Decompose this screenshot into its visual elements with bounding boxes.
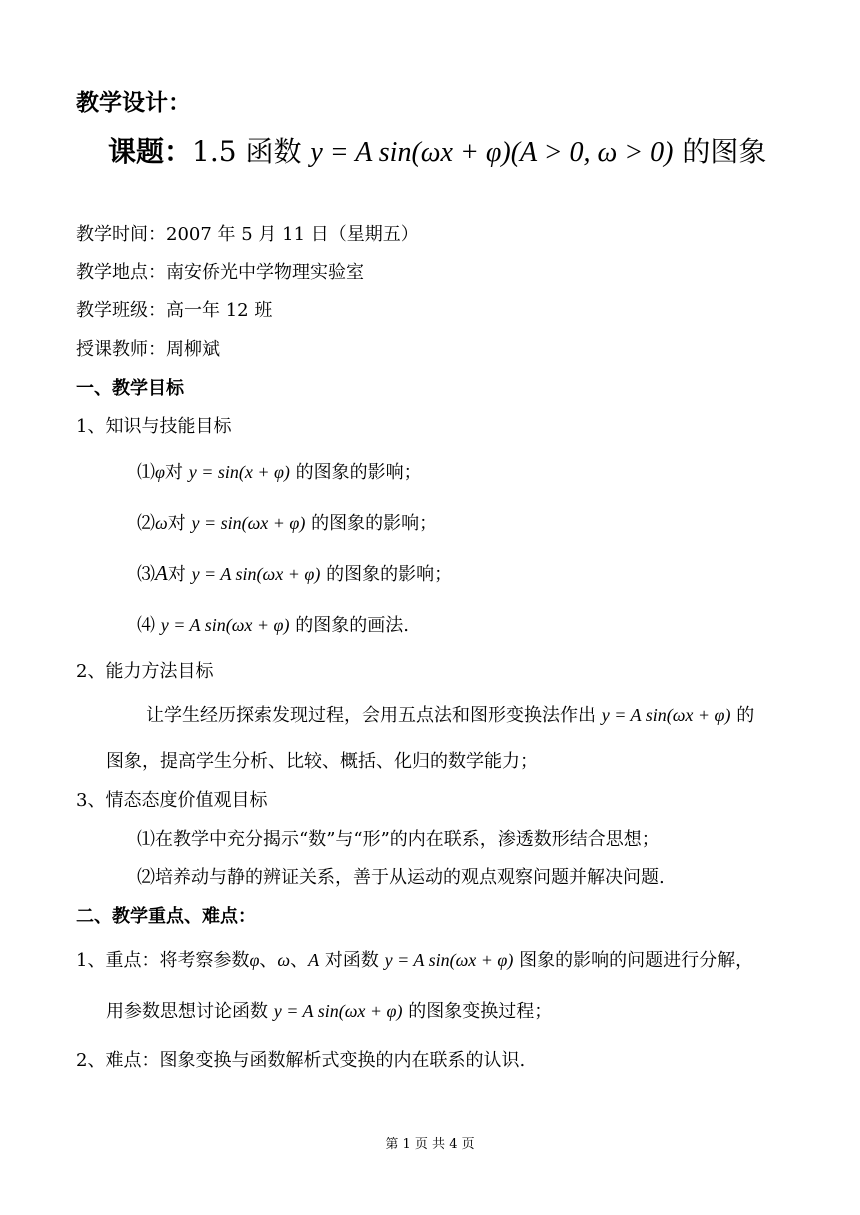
item-formula: y = A sin(ωx + φ) [191, 564, 321, 584]
ability-line-2: 图象，提高学生分析、比较、概括、化归的数学能力； [106, 751, 538, 772]
design-heading: 教学设计： [76, 90, 191, 116]
item-tail: 的图象的画法. [295, 615, 409, 636]
key-param-a: A [308, 950, 320, 970]
ability-line-1 [146, 701, 754, 727]
info-place: 教学地点：南安侨光中学物理实验室 [76, 262, 364, 283]
key-point-line-2 [106, 997, 552, 1023]
sub1-heading: 1、知识与技能目标 [76, 416, 232, 437]
item-tail: 的图象的影响； [295, 462, 422, 483]
item-number: ⑴ [137, 462, 155, 483]
item-var: A [155, 561, 168, 585]
item-formula: y = sin(x + φ) [188, 462, 290, 482]
title-number: 1.5 [192, 135, 237, 168]
info-time: 教学时间：2007 年 5 月 11 日（星期五） [76, 224, 419, 245]
item-var: ω [155, 513, 168, 533]
objective-item-4 [137, 611, 409, 637]
key-line2-formula: y = A sin(ωx + φ) [273, 1001, 403, 1021]
page-footer: 第 1 页 共 4 页 [385, 1137, 475, 1152]
item-tail: 的图象的影响； [311, 513, 438, 534]
key-param-omega: ω [277, 950, 291, 970]
item-formula: y = sin(ωx + φ) [191, 513, 306, 533]
item-formula: y = A sin(ωx + φ) [160, 615, 290, 635]
key-sep: 、 [259, 950, 278, 971]
item-mid: 对 [164, 462, 183, 483]
item-mid: 对 [167, 513, 186, 534]
title-func-word: 函数 [245, 135, 302, 168]
item-tail: 的图象的影响； [326, 564, 453, 585]
info-class: 教学班级：高一年 12 班 [76, 300, 273, 321]
item-mid: 对 [167, 564, 186, 585]
key-line2-tail: 的图象变换过程； [408, 1001, 553, 1022]
section2-heading: 二、教学重点、难点： [76, 906, 256, 927]
title-formula: y = A sin(ωx + φ)(A > 0, ω > 0) [310, 137, 674, 168]
attitude-item-1: ⑴在教学中充分揭示“数”与“形”的内在联系，渗透数形结合思想； [137, 829, 660, 850]
key-param-phi: φ [249, 950, 260, 970]
objective-item-2 [137, 509, 437, 535]
key-mid: 对函数 [324, 950, 379, 971]
objective-item-3 [137, 560, 452, 586]
item-number: ⑶ [137, 564, 155, 585]
key-line2-text: 用参数思想讨论函数 [106, 1001, 268, 1022]
difficulty-line: 2、难点：图象变换与函数解析式变换的内在联系的认识. [76, 1050, 526, 1071]
page-title [108, 130, 766, 170]
item-var: φ [155, 462, 165, 482]
key-tail: 图象的影响的问题进行分解， [519, 950, 754, 971]
ability-text: 让学生经历探索发现过程，会用五点法和图形变换法作出 [146, 705, 596, 726]
attitude-item-2: ⑵培养动与静的辨证关系，善于从运动的观点观察问题并解决问题. [137, 867, 665, 888]
title-suffix: 的图象 [682, 135, 767, 168]
item-number: ⑷ [137, 615, 155, 636]
info-teacher: 授课教师：周柳斌 [76, 339, 220, 360]
title-label: 课题： [108, 135, 193, 168]
sub3-heading: 3、情态态度价值观目标 [76, 790, 268, 811]
item-number: ⑵ [137, 513, 155, 534]
key-prefix: 1、重点：将考察参数 [76, 950, 250, 971]
sub2-heading: 2、能力方法目标 [76, 661, 214, 682]
key-sep: 、 [290, 950, 309, 971]
key-formula: y = A sin(ωx + φ) [384, 950, 514, 970]
ability-formula: y = A sin(ωx + φ) [601, 705, 731, 725]
key-point-line-1 [76, 946, 753, 972]
section1-heading: 一、教学目标 [76, 378, 184, 399]
ability-tail: 的 [736, 705, 755, 726]
objective-item-1 [137, 458, 422, 484]
